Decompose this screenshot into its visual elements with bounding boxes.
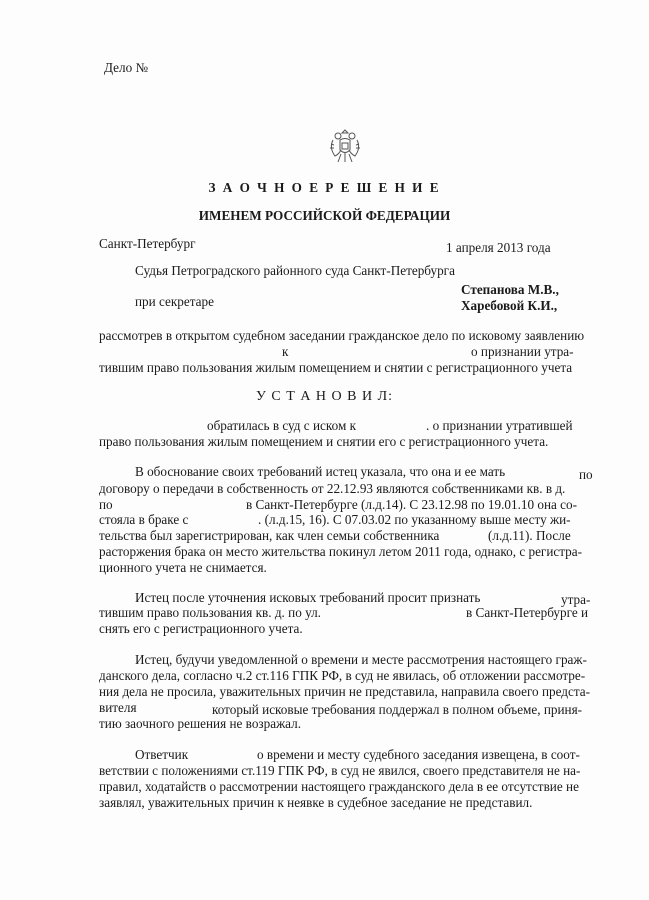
p2-line-5a: тельства был зарегистрирован, как член семьи собственника [99, 528, 440, 543]
intro-line-3: тившим право пользования жилым помещением и снятии с регистрационного учета [99, 360, 573, 375]
intro-line-1: рассмотрев в открытом судебном заседании гражданское дело по исковому заявлению [99, 328, 585, 343]
city: Санкт-Петербург [99, 236, 196, 251]
intro-line-2-k: к [282, 344, 289, 359]
p2-line-7: ционного учета не снимается. [99, 560, 267, 575]
p4-line-4b: который исковые требования поддержал в полном объеме, приня- [212, 702, 583, 717]
p3-line-3: снять его с регистрационного учета. [99, 621, 303, 636]
p3-line-1a: Истец после уточнения исковых требований просит признать [135, 590, 481, 605]
p2-line-5b: (л.д.11). После [488, 528, 571, 543]
p5-line-1a: Ответчик [135, 747, 189, 762]
p5-line-2: ветствии с положениями ст.119 ГПК РФ, в суд не явился, своего представителя не на- [99, 763, 581, 778]
p3-line-2a: тившим право пользования кв. д. по ул. [99, 605, 321, 620]
secretary-label: при секретаре [135, 294, 214, 309]
case-number: Дело № [104, 60, 149, 75]
p4-line-4a: вителя [99, 700, 137, 715]
document-date: 1 апреля 2013 года [446, 240, 551, 255]
p1-line-1b: . о признании утратившей [426, 418, 573, 433]
p2-line-4b: . (л.д.15, 16). С 07.03.02 по указанному выше месту жи- [258, 512, 571, 527]
p4-line-2: данского дела, согласно ч.2 ст.116 ГПК РФ, в суд не явилась, об отложении рассмотре- [99, 668, 586, 683]
p4-line-3: ния дела не просила, уважительных причин не представила, направила своего предста- [99, 684, 591, 699]
document-title: З А О Ч Н О Е Р Е Ш Е Н И Е [208, 180, 441, 195]
p2-line-3a: по [99, 497, 113, 512]
p5-line-3: правил, ходатайств о рассмотрении настоящего гражданского дела в ее отсутствие не [99, 779, 579, 794]
p5-line-4: заявлял, уважительных причин к неявке в судебное заседание не представил. [99, 795, 533, 810]
p3-line-2b: в Санкт-Петербурге и [466, 605, 589, 620]
established-heading: У С Т А Н О В И Л: [256, 389, 393, 404]
p2-line-1b: по [579, 467, 593, 482]
p2-line-2: договору о передачи в собственность от 22.12.93 являются собственниками кв. в д. [99, 481, 566, 496]
p2-line-3b: в Санкт-Петербурге (л.д.14). С 23.12.98 по 19.01.10 она со- [246, 497, 578, 512]
p4-line-1: Истец, будучи уведомленной о времени и месте рассмотрения настоящего граж- [135, 652, 587, 667]
p4-line-5: тию заочного решения не возражал. [99, 716, 302, 731]
secretary-name: Харебовой К.И., [461, 298, 558, 313]
p2-line-6: расторжения брака он место жительства покинул летом 2011 года, однако, с регистра- [99, 544, 583, 559]
judge-name: Степанова М.В., [461, 282, 559, 297]
p2-line-1a: В обоснование своих требований истец указала, что она и ее мать [135, 464, 506, 479]
p3-line-1b: утра- [561, 592, 591, 607]
judge-line: Судья Петроградского районного суда Санкт-Петербурга [135, 263, 455, 278]
p5-line-1b: о времени и месту судебного заседания извещена, в соот- [257, 747, 580, 762]
p1-line-2: право пользования жилым помещением и снятии его с регистрационного учета. [99, 434, 549, 449]
coat-of-arms-emblem [327, 126, 363, 166]
intro-line-2-tail: о признании утра- [471, 344, 574, 359]
document-subtitle: ИМЕНЕМ РОССИЙСКОЙ ФЕДЕРАЦИИ [198, 208, 451, 223]
p2-line-4a: стояла в браке с [99, 512, 189, 527]
p1-line-1a: обратилась в суд с иском к [207, 418, 356, 433]
